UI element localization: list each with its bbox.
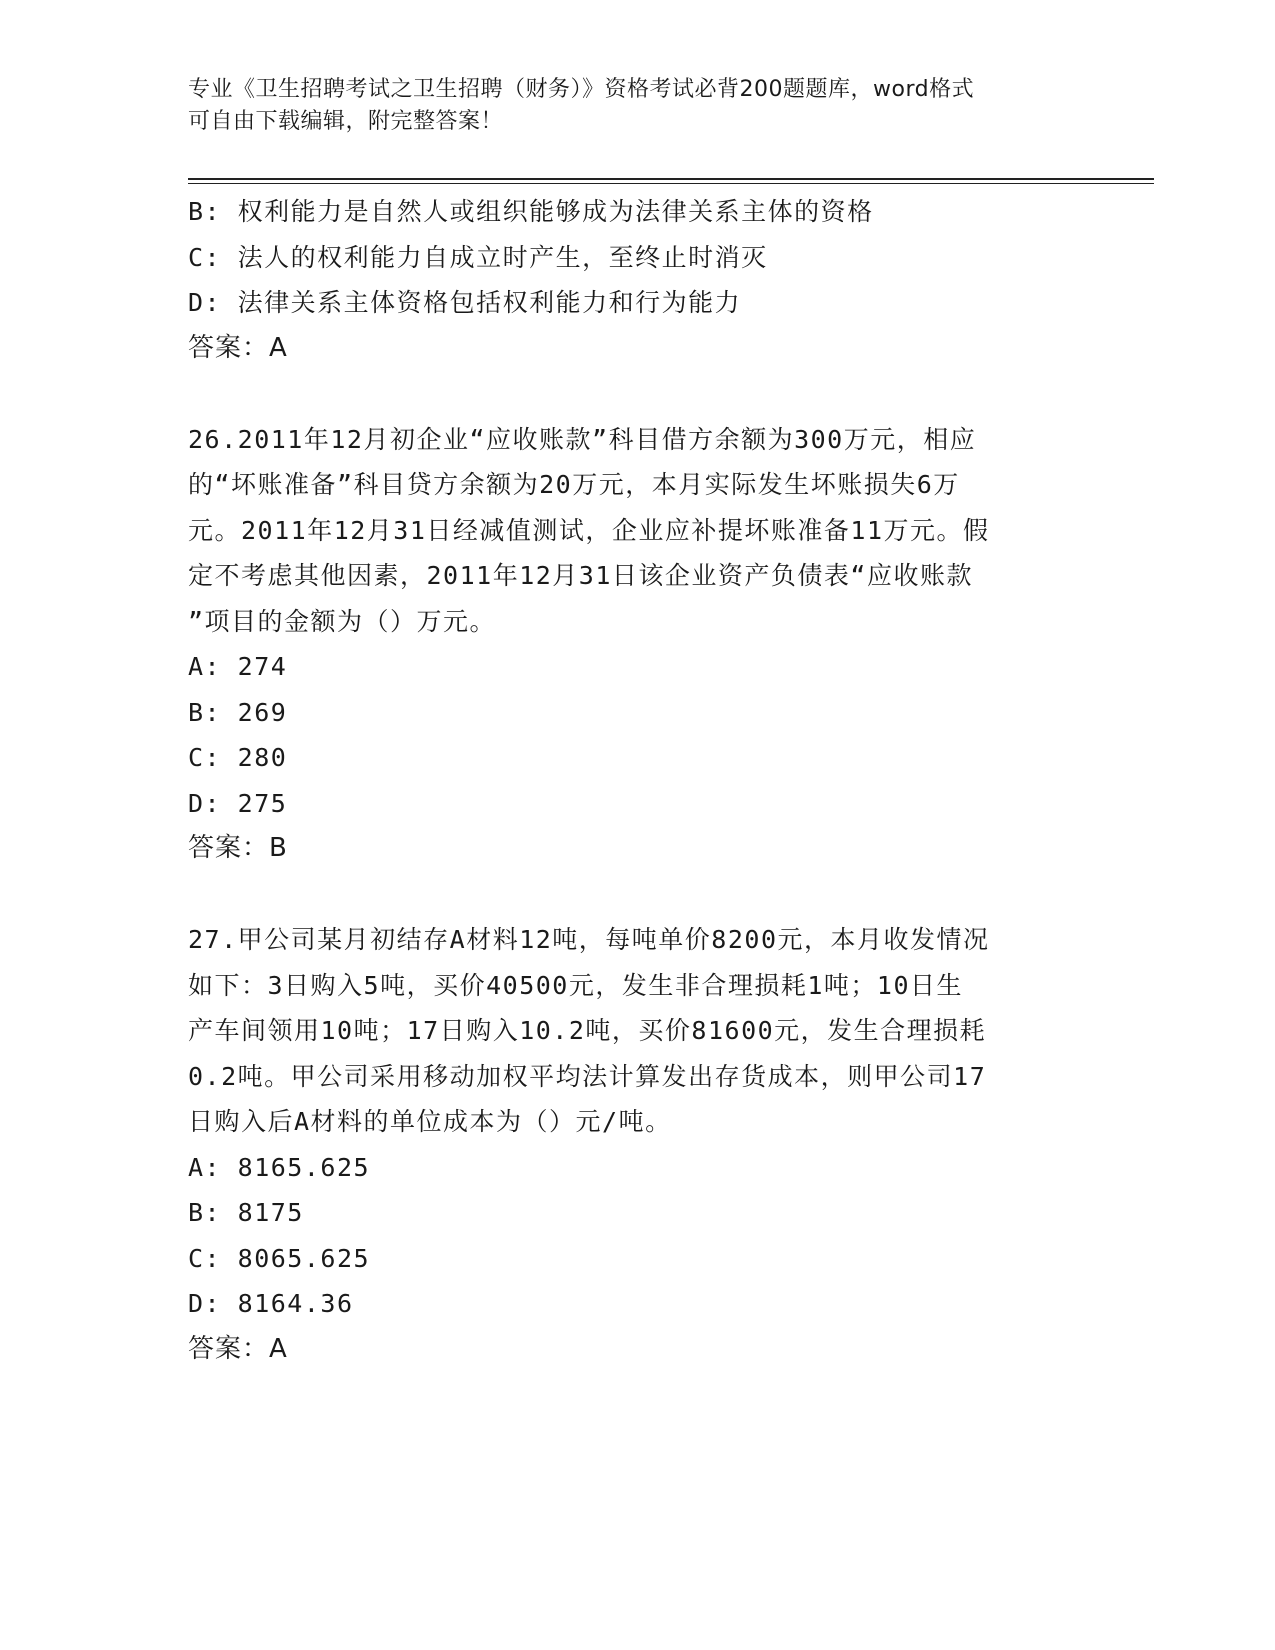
option-d: D: 275 (188, 788, 288, 818)
question-text-line: 产车间领用10吨；17日购入10.2吨，买价81600元，发生合理损耗 (188, 1016, 987, 1045)
header-title-line-1: 专业《卫生招聘考试之卫生招聘（财务）》资格考试必背200题题库，word格式 (188, 77, 975, 102)
question-gap (188, 371, 1088, 417)
option-b: B: 8175 (188, 1198, 304, 1227)
question-text-line: 元。2011年12月31日经减值测试，企业应补提坏账准备11万元。假 (188, 515, 990, 545)
question-text-line: 0.2吨。甲公司采用移动加权平均法计算发出存货成本，则甲公司17 (188, 1061, 987, 1091)
header-divider-thick (188, 178, 1154, 180)
question-text-line: ”项目的金额为（）万元。 (188, 606, 497, 636)
answer-line: 答案：A (188, 1333, 288, 1364)
question-text-line: 定不考虑其他因素，2011年12月31日该企业资产负债表“应收账款 (188, 561, 973, 590)
question-26 (188, 417, 1088, 872)
option-d: D: 8164.36 (188, 1289, 354, 1318)
option-c: C: 280 (188, 743, 288, 772)
document-body (188, 189, 1088, 1372)
question-text-line: 日购入后A材料的单位成本为（）元/吨。 (188, 1107, 672, 1136)
question-text-line: 如下：3日购入5吨，买价40500元，发生非合理损耗1吨；10日生 (188, 970, 964, 1000)
option-a: A: 8165.625 (188, 1152, 371, 1182)
option-b: B: 269 (188, 697, 288, 727)
answer-line: 答案：A (188, 332, 288, 363)
question-gap (188, 872, 1088, 918)
header-divider-thin (188, 183, 1154, 184)
option-b: B: 权利能力是自然人或组织能够成为法律关系主体的资格 (188, 197, 874, 226)
document-header (188, 74, 1068, 138)
answer-line: 答案：B (188, 833, 288, 863)
header-title-line-2: 可自由下载编辑，附完整答案！ (188, 109, 504, 134)
previous-question-tail (188, 189, 1088, 371)
question-text-line: 的“坏账准备”科目贷方余额为20万元，本月实际发生坏账损失6万 (188, 470, 960, 499)
question-text-line: 26.2011年12月初企业“应收账款”科目借方余额为300万元，相应 (188, 424, 977, 454)
question-text-line: 27.甲公司某月初结存A材料12吨，每吨单价8200元，本月收发情况 (188, 925, 990, 954)
option-d: D: 法律关系主体资格包括权利能力和行为能力 (188, 288, 742, 317)
option-a: A: 274 (188, 652, 288, 681)
question-27 (188, 917, 1088, 1372)
option-c: C: 法人的权利能力自成立时产生，至终止时消灭 (188, 242, 768, 272)
option-c: C: 8065.625 (188, 1243, 371, 1273)
